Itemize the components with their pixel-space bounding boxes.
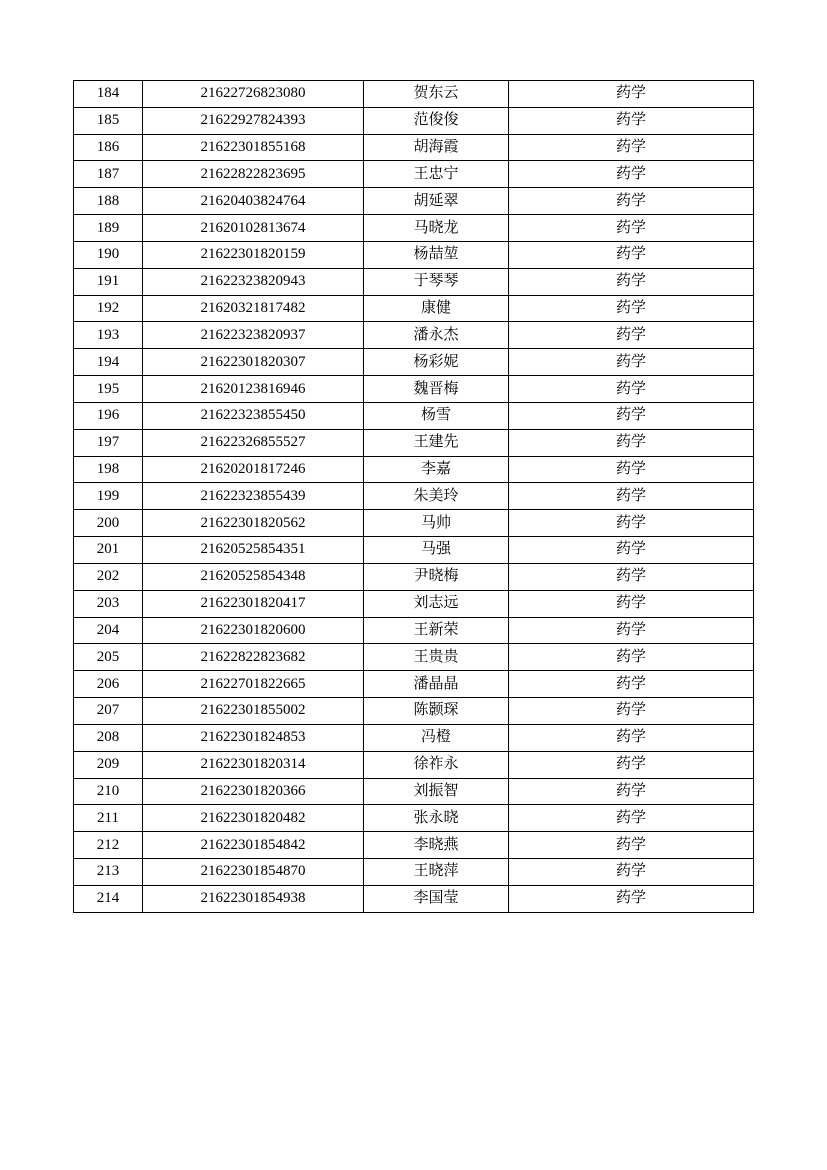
cell-major: 药学	[509, 483, 754, 510]
cell-major: 药学	[509, 215, 754, 242]
cell-name: 尹晓梅	[364, 563, 509, 590]
cell-candidate-id: 21622323820937	[143, 322, 364, 349]
cell-row-number: 214	[74, 885, 143, 912]
cell-name: 刘志远	[364, 590, 509, 617]
cell-row-number: 212	[74, 832, 143, 859]
cell-name: 潘永杰	[364, 322, 509, 349]
cell-name: 潘晶晶	[364, 671, 509, 698]
table-row	[74, 456, 754, 483]
cell-candidate-id: 21622301820314	[143, 751, 364, 778]
table-row	[74, 590, 754, 617]
cell-row-number: 197	[74, 429, 143, 456]
cell-row-number: 192	[74, 295, 143, 322]
cell-row-number: 190	[74, 241, 143, 268]
cell-row-number: 208	[74, 724, 143, 751]
table-row	[74, 510, 754, 537]
cell-row-number: 207	[74, 698, 143, 725]
cell-major: 药学	[509, 859, 754, 886]
cell-row-number: 213	[74, 859, 143, 886]
cell-row-number: 189	[74, 215, 143, 242]
table-row	[74, 671, 754, 698]
cell-major: 药学	[509, 429, 754, 456]
cell-name: 康健	[364, 295, 509, 322]
table-row	[74, 402, 754, 429]
cell-candidate-id: 21620201817246	[143, 456, 364, 483]
table-row	[74, 268, 754, 295]
table-row	[74, 134, 754, 161]
cell-row-number: 204	[74, 617, 143, 644]
cell-major: 药学	[509, 295, 754, 322]
cell-candidate-id: 21622301824853	[143, 724, 364, 751]
cell-name: 魏晋梅	[364, 376, 509, 403]
cell-row-number: 185	[74, 107, 143, 134]
cell-name: 杨喆堃	[364, 241, 509, 268]
cell-candidate-id: 21622822823682	[143, 644, 364, 671]
table-row	[74, 724, 754, 751]
cell-name: 杨彩妮	[364, 349, 509, 376]
cell-major: 药学	[509, 510, 754, 537]
cell-row-number: 206	[74, 671, 143, 698]
cell-candidate-id: 21622301820307	[143, 349, 364, 376]
cell-row-number: 198	[74, 456, 143, 483]
cell-name: 徐祚永	[364, 751, 509, 778]
cell-candidate-id: 21622301820600	[143, 617, 364, 644]
cell-name: 李晓燕	[364, 832, 509, 859]
table-row	[74, 376, 754, 403]
cell-candidate-id: 21622822823695	[143, 161, 364, 188]
cell-candidate-id: 21620525854351	[143, 537, 364, 564]
cell-name: 陈颢琛	[364, 698, 509, 725]
cell-candidate-id: 21620102813674	[143, 215, 364, 242]
table-row	[74, 295, 754, 322]
cell-name: 王贵贵	[364, 644, 509, 671]
cell-candidate-id: 21622323855439	[143, 483, 364, 510]
cell-major: 药学	[509, 241, 754, 268]
cell-major: 药学	[509, 161, 754, 188]
table-row	[74, 805, 754, 832]
cell-row-number: 191	[74, 268, 143, 295]
cell-name: 张永晓	[364, 805, 509, 832]
table-row	[74, 429, 754, 456]
table-row	[74, 241, 754, 268]
cell-candidate-id: 21622301854870	[143, 859, 364, 886]
cell-candidate-id: 21622726823080	[143, 81, 364, 108]
cell-candidate-id: 21622301820562	[143, 510, 364, 537]
cell-major: 药学	[509, 671, 754, 698]
roster-table	[73, 80, 754, 913]
cell-name: 李嘉	[364, 456, 509, 483]
table-row	[74, 859, 754, 886]
cell-major: 药学	[509, 537, 754, 564]
table-row	[74, 563, 754, 590]
table-row	[74, 322, 754, 349]
cell-name: 冯橙	[364, 724, 509, 751]
table-row	[74, 617, 754, 644]
table-row	[74, 483, 754, 510]
cell-name: 胡延翠	[364, 188, 509, 215]
cell-candidate-id: 21622301820417	[143, 590, 364, 617]
cell-major: 药学	[509, 751, 754, 778]
cell-major: 药学	[509, 376, 754, 403]
cell-candidate-id: 21622323855450	[143, 402, 364, 429]
cell-row-number: 209	[74, 751, 143, 778]
cell-row-number: 199	[74, 483, 143, 510]
table-row	[74, 349, 754, 376]
roster-table-body	[74, 81, 754, 913]
cell-candidate-id: 21622326855527	[143, 429, 364, 456]
table-row	[74, 107, 754, 134]
cell-name: 范俊俊	[364, 107, 509, 134]
cell-row-number: 186	[74, 134, 143, 161]
cell-major: 药学	[509, 268, 754, 295]
cell-row-number: 203	[74, 590, 143, 617]
table-row	[74, 644, 754, 671]
cell-name: 王晓萍	[364, 859, 509, 886]
cell-candidate-id: 21622301820366	[143, 778, 364, 805]
cell-major: 药学	[509, 81, 754, 108]
cell-name: 王新荣	[364, 617, 509, 644]
cell-name: 刘振智	[364, 778, 509, 805]
cell-name: 王忠宁	[364, 161, 509, 188]
table-row	[74, 537, 754, 564]
cell-major: 药学	[509, 617, 754, 644]
cell-major: 药学	[509, 885, 754, 912]
cell-candidate-id: 21622323820943	[143, 268, 364, 295]
cell-candidate-id: 21622301855168	[143, 134, 364, 161]
cell-row-number: 205	[74, 644, 143, 671]
cell-major: 药学	[509, 322, 754, 349]
cell-major: 药学	[509, 107, 754, 134]
cell-row-number: 202	[74, 563, 143, 590]
cell-candidate-id: 21620403824764	[143, 188, 364, 215]
cell-candidate-id: 21622927824393	[143, 107, 364, 134]
cell-candidate-id: 21622701822665	[143, 671, 364, 698]
cell-name: 马强	[364, 537, 509, 564]
table-row	[74, 698, 754, 725]
cell-row-number: 194	[74, 349, 143, 376]
cell-row-number: 188	[74, 188, 143, 215]
cell-candidate-id: 21620321817482	[143, 295, 364, 322]
cell-major: 药学	[509, 724, 754, 751]
cell-name: 马帅	[364, 510, 509, 537]
cell-major: 药学	[509, 349, 754, 376]
cell-name: 马晓龙	[364, 215, 509, 242]
cell-major: 药学	[509, 563, 754, 590]
cell-name: 朱美玲	[364, 483, 509, 510]
cell-candidate-id: 21622301820482	[143, 805, 364, 832]
cell-major: 药学	[509, 590, 754, 617]
cell-candidate-id: 21620123816946	[143, 376, 364, 403]
table-row	[74, 832, 754, 859]
cell-name: 贺东云	[364, 81, 509, 108]
table-row	[74, 188, 754, 215]
cell-candidate-id: 21620525854348	[143, 563, 364, 590]
cell-candidate-id: 21622301854938	[143, 885, 364, 912]
cell-name: 王建先	[364, 429, 509, 456]
cell-name: 于琴琴	[364, 268, 509, 295]
cell-row-number: 187	[74, 161, 143, 188]
cell-major: 药学	[509, 805, 754, 832]
cell-candidate-id: 21622301820159	[143, 241, 364, 268]
cell-row-number: 200	[74, 510, 143, 537]
cell-major: 药学	[509, 698, 754, 725]
cell-row-number: 184	[74, 81, 143, 108]
cell-major: 药学	[509, 456, 754, 483]
table-row	[74, 81, 754, 108]
cell-name: 胡海霞	[364, 134, 509, 161]
table-row	[74, 778, 754, 805]
table-row	[74, 751, 754, 778]
cell-row-number: 210	[74, 778, 143, 805]
cell-candidate-id: 21622301854842	[143, 832, 364, 859]
cell-major: 药学	[509, 402, 754, 429]
cell-name: 李国莹	[364, 885, 509, 912]
cell-row-number: 196	[74, 402, 143, 429]
cell-major: 药学	[509, 188, 754, 215]
cell-major: 药学	[509, 134, 754, 161]
cell-name: 杨雪	[364, 402, 509, 429]
table-row	[74, 215, 754, 242]
table-row	[74, 161, 754, 188]
cell-row-number: 211	[74, 805, 143, 832]
cell-candidate-id: 21622301855002	[143, 698, 364, 725]
cell-row-number: 201	[74, 537, 143, 564]
cell-row-number: 193	[74, 322, 143, 349]
cell-major: 药学	[509, 778, 754, 805]
cell-row-number: 195	[74, 376, 143, 403]
cell-major: 药学	[509, 644, 754, 671]
table-row	[74, 885, 754, 912]
cell-major: 药学	[509, 832, 754, 859]
